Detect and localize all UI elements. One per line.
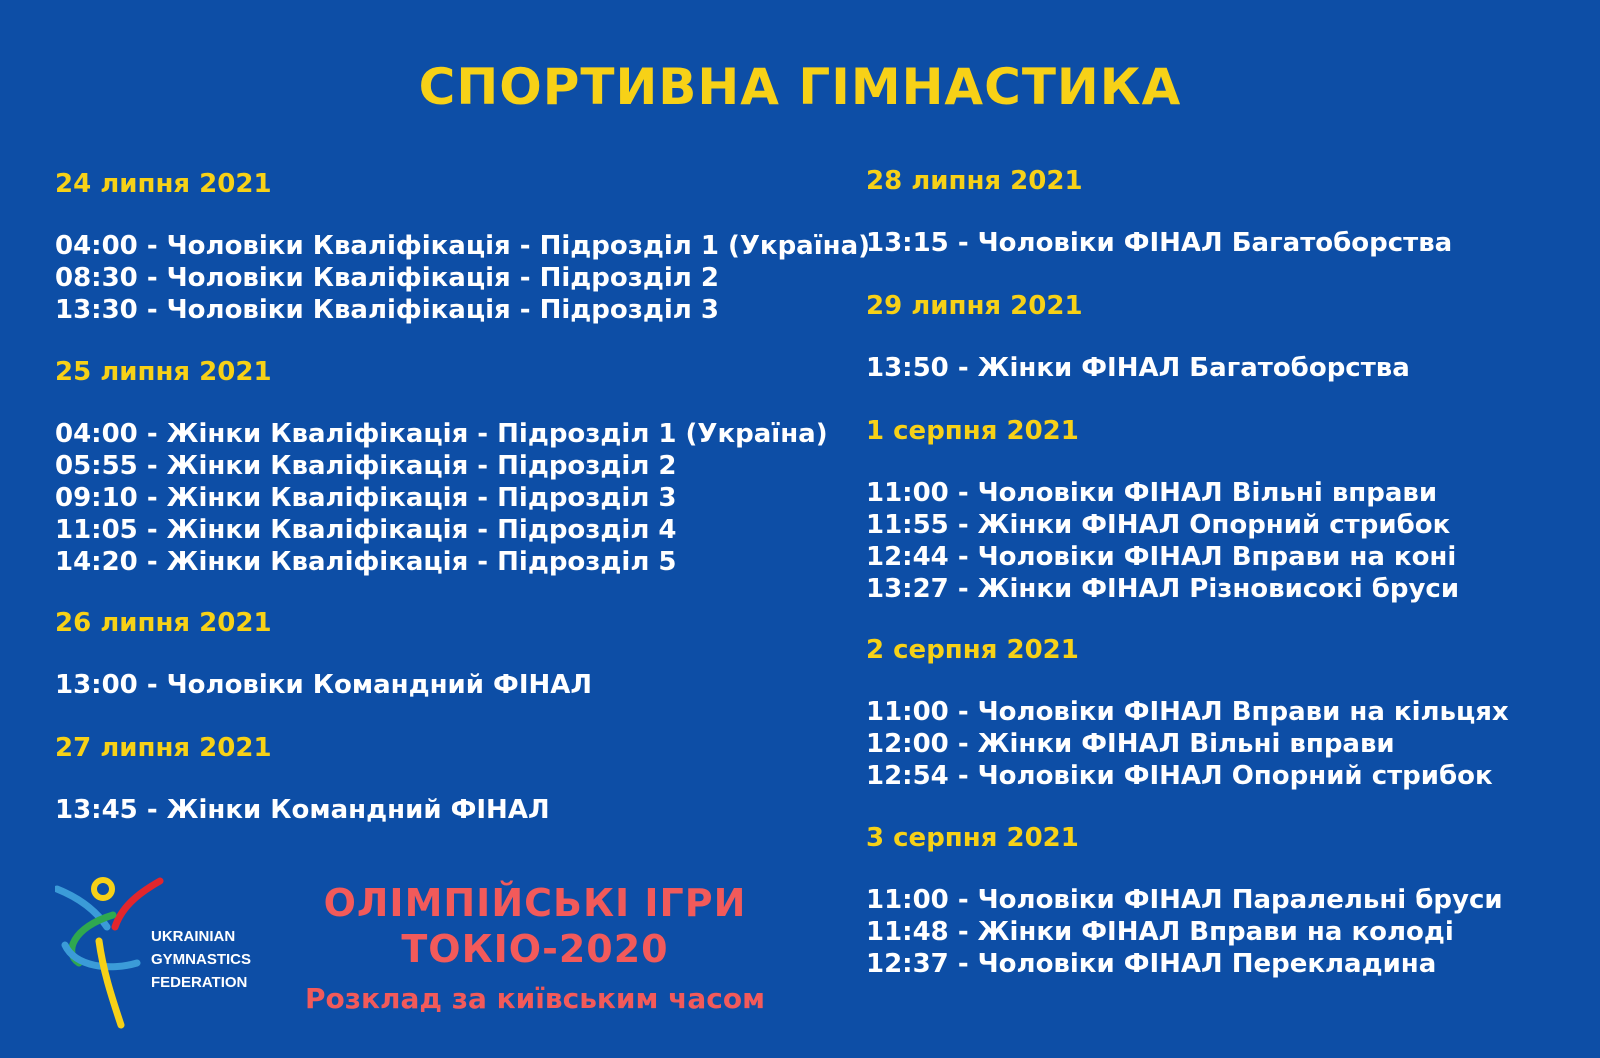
event-item: 11:00 - Чоловіки ФІНАЛ Паралельні бруси: [866, 885, 1503, 915]
logo-line-2: GYMNASTICS: [151, 951, 252, 968]
event-item: 13:27 - Жінки ФІНАЛ Різновисокі бруси: [866, 574, 1460, 604]
day-block-jul-27: [55, 732, 550, 826]
event-item: 12:37 - Чоловіки ФІНАЛ Перекладина: [866, 949, 1437, 979]
event-list: [55, 669, 592, 701]
event-item: 14:20 - Жінки Кваліфікація - Підрозділ 5: [55, 547, 677, 577]
poster-title: СПОРТИВНА ГІМНАСТИКА: [418, 58, 1182, 116]
event-item: 11:48 - Жінки ФІНАЛ Вправи на колоді: [866, 917, 1454, 947]
event-item: 11:55 - Жінки ФІНАЛ Опорний стрибок: [866, 510, 1451, 540]
logo-text: [151, 925, 251, 994]
event-item: 04:00 - Чоловіки Кваліфікація - Підрозділ 1 (Україна): [55, 231, 871, 261]
event-item: 11:00 - Чоловіки ФІНАЛ Вільні вправи: [866, 478, 1438, 508]
event-item: 05:55 - Жінки Кваліфікація - Підрозділ 2: [55, 451, 677, 481]
footer-games-city: ТОКІО-2020: [401, 927, 669, 971]
event-item: 13:45 - Жінки Командний ФІНАЛ: [55, 795, 550, 825]
day-date: 28 липня 2021: [866, 166, 1083, 196]
event-list: [866, 352, 1410, 384]
event-item: 11:05 - Жінки Кваліфікація - Підрозділ 4: [55, 515, 677, 545]
event-item: 13:30 - Чоловіки Кваліфікація - Підрозділ 3: [55, 295, 719, 325]
day-date: 2 серпня 2021: [866, 635, 1079, 665]
day-block-aug-3: [866, 822, 1503, 980]
event-item: 13:50 - Жінки ФІНАЛ Багатоборства: [866, 353, 1410, 383]
event-item: 08:30 - Чоловіки Кваліфікація - Підрозділ 2: [55, 263, 719, 293]
event-item: 12:44 - Чоловіки ФІНАЛ Вправи на коні: [866, 542, 1457, 572]
event-list: [866, 884, 1503, 980]
event-list: [55, 794, 550, 826]
event-item: 09:10 - Жінки Кваліфікація - Підрозділ 3: [55, 483, 677, 513]
day-date: 27 липня 2021: [55, 733, 272, 763]
day-date: 1 серпня 2021: [866, 416, 1079, 446]
day-block-jul-24: [55, 168, 870, 326]
day-block-jul-26: [55, 607, 592, 701]
day-date: 25 липня 2021: [55, 357, 272, 387]
day-date: 3 серпня 2021: [866, 823, 1079, 853]
event-list: [866, 227, 1452, 259]
logo-line-3: FEDERATION: [151, 974, 248, 991]
day-date: 24 липня 2021: [55, 169, 272, 199]
event-list: [866, 696, 1509, 792]
day-block-aug-1: [866, 415, 1459, 605]
day-block-jul-28: [866, 165, 1452, 259]
event-list: [866, 477, 1459, 605]
logo-line-1: UKRAINIAN: [151, 928, 236, 945]
event-item: 12:00 - Жінки ФІНАЛ Вільні вправи: [866, 729, 1395, 759]
event-item: 11:00 - Чоловіки ФІНАЛ Вправи на кільцях: [866, 697, 1509, 727]
event-list: [55, 418, 828, 578]
footer-games-title: ОЛІМПІЙСЬКІ ІГРИ: [323, 881, 747, 925]
federation-logo: [55, 875, 285, 1035]
event-item: 13:00 - Чоловіки Командний ФІНАЛ: [55, 670, 592, 700]
event-item: 12:54 - Чоловіки ФІНАЛ Опорний стрибок: [866, 761, 1493, 791]
day-date: 29 липня 2021: [866, 291, 1083, 321]
day-block-jul-29: [866, 290, 1410, 384]
event-item: 13:15 - Чоловіки ФІНАЛ Багатоборства: [866, 228, 1453, 258]
day-date: 26 липня 2021: [55, 608, 272, 638]
gymnast-figure-icon: [55, 875, 165, 1035]
day-block-aug-2: [866, 634, 1509, 792]
event-item: 04:00 - Жінки Кваліфікація - Підрозділ 1 (Україна): [55, 419, 828, 449]
olympics-footer: [300, 880, 770, 1018]
footer-timezone-note: Розклад за київським часом: [304, 982, 766, 1015]
event-list: [55, 230, 870, 326]
day-block-jul-25: [55, 356, 828, 578]
